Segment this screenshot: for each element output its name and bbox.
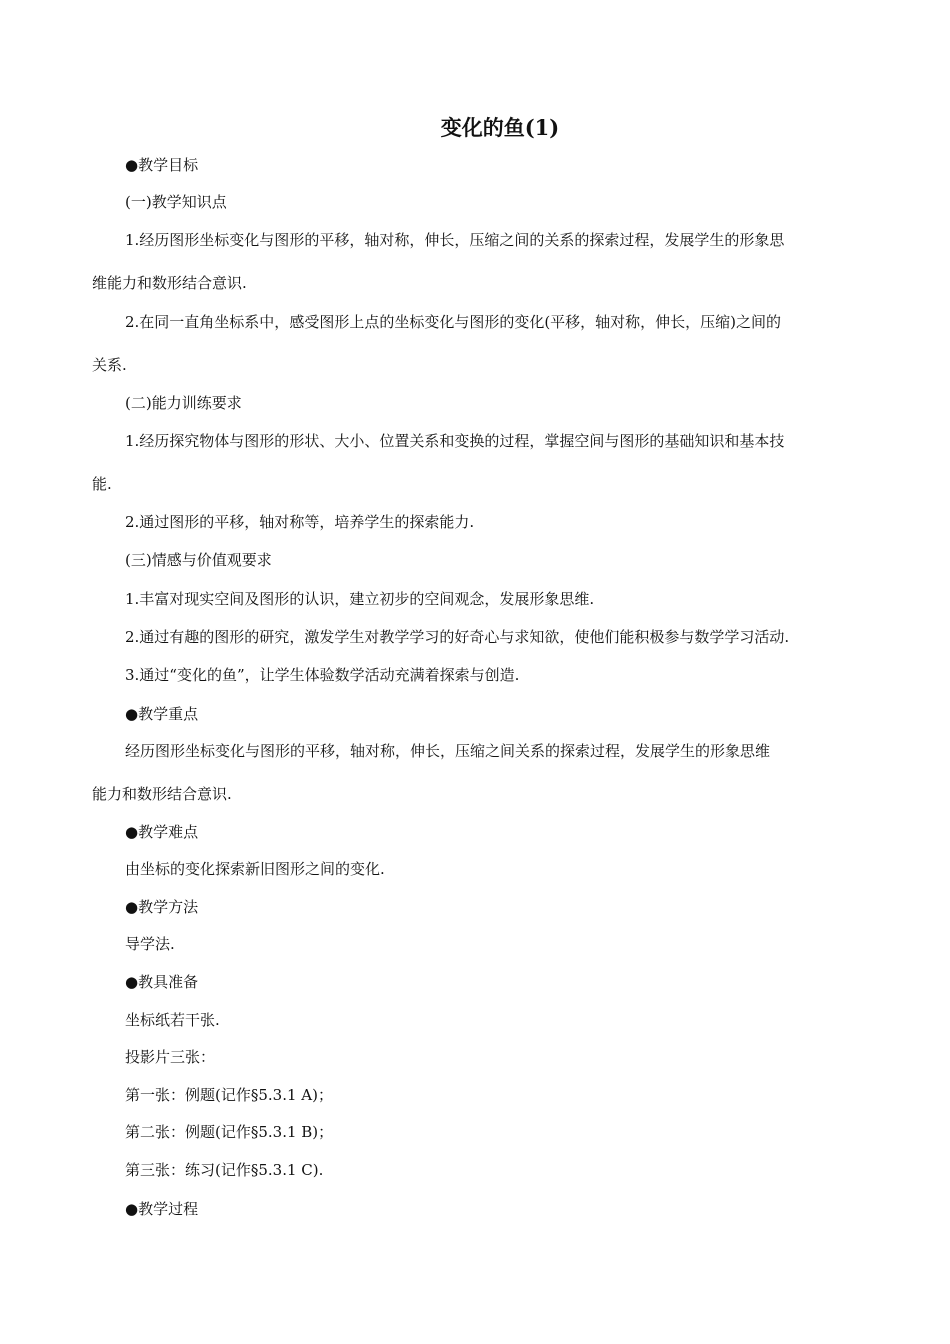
subheading-knowledge-points: (一)教学知识点 (125, 193, 227, 211)
heading-teaching-method: ●教学方法 (125, 898, 199, 916)
list-item: 第一张：例题(记作§5.3.1 A)； (125, 1086, 333, 1104)
subheading-ability-requirements: (二)能力训练要求 (125, 394, 242, 412)
paragraph-line: 导学法. (125, 935, 175, 953)
heading-teaching-goals: ●教学目标 (125, 156, 199, 174)
paragraph-line: 3.通过“变化的鱼”，让学生体验数学活动充满着探索与创造. (125, 666, 520, 684)
paragraph-line: 2.在同一直角坐标系中，感受图形上点的坐标变化与图形的变化(平移，轴对称，伸长，压缩)之间的 (125, 313, 782, 331)
paragraph-line: 经历图形坐标变化与图形的平移，轴对称，伸长，压缩之间关系的探索过程，发展学生的形象思维 (125, 742, 771, 760)
paragraph-line: 由坐标的变化探索新旧图形之间的变化. (125, 860, 385, 878)
list-item: 第二张：例题(记作§5.3.1 B)； (125, 1123, 334, 1141)
document-title: 变化的鱼(1) (440, 115, 560, 140)
paragraph-line: 关系. (92, 356, 127, 374)
paragraph-line: 2.通过图形的平移，轴对称等，培养学生的探索能力. (125, 513, 475, 531)
paragraph-line: 1.丰富对现实空间及图形的认识，建立初步的空间观念，发展形象思维. (125, 590, 595, 608)
paragraph-line: 1.经历图形坐标变化与图形的平移，轴对称，伸长，压缩之间的关系的探索过程，发展学生的形象思 (125, 231, 785, 249)
heading-teaching-difficulty: ●教学难点 (125, 823, 199, 841)
paragraph-line: 2.通过有趣的图形的研究，激发学生对教学学习的好奇心与求知欲，使他们能积极参与数学学习活动. (125, 628, 790, 646)
heading-teaching-process: ●教学过程 (125, 1200, 199, 1218)
paragraph-line: 投影片三张： (125, 1048, 216, 1066)
paragraph-line: 能力和数形结合意识. (92, 785, 232, 803)
subheading-emotion-values: (三)情感与价值观要求 (125, 551, 272, 569)
heading-teaching-aids: ●教具准备 (125, 973, 199, 991)
heading-teaching-focus: ●教学重点 (125, 705, 199, 723)
paragraph-line: 1.经历探究物体与图形的形状、大小、位置关系和变换的过程，掌握空间与图形的基础知识和基本技 (125, 432, 785, 450)
paragraph-line: 能. (92, 475, 112, 493)
list-item: 第三张：练习(记作§5.3.1 C). (125, 1161, 324, 1179)
paragraph-line: 坐标纸若干张. (125, 1011, 220, 1029)
paragraph-line: 维能力和数形结合意识. (92, 274, 247, 292)
